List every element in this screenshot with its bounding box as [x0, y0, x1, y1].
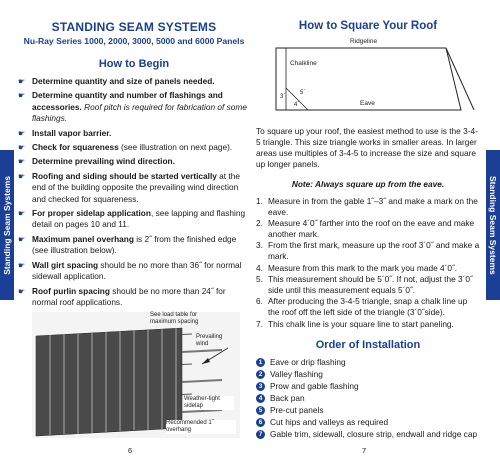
installation-item-text: Cut hips and valleys as required	[270, 417, 389, 428]
prevailing-wind-callout: Prevailing wind	[196, 334, 223, 347]
installation-item-text: Pre-cut panels	[270, 405, 324, 416]
eave-note: Note: Always square up from the eave.	[291, 179, 445, 189]
number-badge-icon: 2	[256, 370, 265, 379]
pointing-hand-icon: ☛	[18, 91, 26, 101]
page-number-right: 7	[362, 446, 367, 455]
right-page	[256, 0, 480, 461]
step-text: Measure in from the gable 1˝–3˝ and make a mark on the eave.	[268, 196, 478, 217]
begin-bullet-item	[18, 90, 250, 124]
pointing-hand-icon: ☛	[18, 77, 26, 86]
ridgeline-label: Ridgeline	[350, 38, 378, 45]
begin-bullet-item	[18, 286, 250, 309]
number-badge-icon: 4	[256, 394, 265, 403]
bullet-text: , see lapping and flashing detail on pages 10 and 11.	[32, 208, 246, 230]
left-page-title: STANDING SEAM SYSTEMS	[51, 20, 217, 34]
side-tab-right: Standing Seam Systems	[486, 150, 500, 300]
number-badge-icon: 5	[256, 406, 265, 415]
step-text: From the first mark, measure up the roof 3´0˝ and make a mark.	[268, 240, 480, 261]
begin-bullet-item	[18, 260, 250, 283]
installation-item-text: Back pan	[270, 393, 305, 404]
squaring-step: 6. After producing the 3-4-5 triangle, snap a chalk line up the roof off the left side of the triangle (3´0˝side).	[256, 296, 480, 317]
bullet-bold-text: Check for squareness	[32, 142, 119, 153]
installation-item	[256, 357, 480, 368]
side-tab-left: Standing Seam Systems	[0, 150, 14, 300]
bullet-bold-text: Roofing and siding should be started vertically	[32, 170, 217, 181]
side-4-label: 4´	[294, 102, 300, 108]
bullet-bold-text: Determine prevailing wind direction.	[32, 156, 175, 167]
squaring-step: 1. Measure in from the gable 1˝–3˝ and make a mark on the eave.	[256, 196, 480, 217]
bullet-bold-text: Determine quantity and size of panels needed.	[32, 76, 215, 86]
number-badge-icon: 6	[256, 418, 265, 427]
squaring-step: 3. From the first mark, measure up the roof 3´0˝ and make a mark.	[256, 240, 480, 261]
bullet-bold-text: Roof purlin spacing	[32, 285, 110, 296]
bullet-text: at the end of the building opposite the prevailing wind direction and checked for squareness.	[32, 170, 240, 204]
bullet-text: should be no more than 24˝ for normal roof applications.	[32, 285, 226, 307]
squaring-step: 5. This measurement should be 5´0˝. If not, adjust the 3´0˝ side until this measurement equals 5´0˝.	[256, 274, 480, 295]
pointing-hand-icon: ☛	[18, 143, 26, 153]
installation-list	[256, 357, 480, 440]
bullet-text: should be no more than 36˝ for normal sidewall application.	[32, 259, 242, 282]
installation-item-text: Valley flashing	[270, 369, 323, 380]
bullet-bold-text: For proper sidelap application	[32, 208, 151, 219]
begin-bullet-item	[18, 128, 250, 139]
pointing-hand-icon: ☛	[18, 128, 26, 138]
bullet-bold-text: Determine quantity and number of flashings and accessories.	[32, 90, 223, 112]
chalkline-label: Chalkline	[290, 60, 317, 67]
side-5-label: 5´	[300, 90, 306, 96]
step-text: After producing the 3-4-5 triangle, snap a chalk line up the roof off the left side of the triangle (3´0˝side).	[268, 296, 468, 317]
step-text: Measure 4´0˝ farther into the roof on the eave and make another mark.	[268, 218, 475, 239]
begin-bullet-item	[18, 234, 250, 257]
order-of-installation-heading: Order of Installation	[315, 339, 421, 352]
intro-paragraph: To square up your roof, the easiest method to use is the 3-4-5 triangle. This size triangle works in smaller areas. In larger areas use multiples of 3-4-5 to increase the size and square up longer panels.	[256, 126, 478, 169]
begin-bullet-item	[18, 142, 250, 153]
installation-item	[256, 369, 480, 380]
installation-item	[256, 417, 480, 428]
left-page	[18, 0, 250, 461]
number-badge-icon: 7	[256, 430, 265, 439]
installation-item	[256, 429, 480, 440]
step-text: This chalk line is your square line to start paneling.	[268, 318, 454, 329]
square-roof-title: How to Square Your Roof	[298, 20, 438, 32]
left-page-subtitle: Nu-Ray Series 1000, 2000, 3000, 5000 and 6000 Panels	[23, 36, 245, 46]
begin-bullet-item	[18, 76, 250, 87]
pointing-hand-icon: ☛	[18, 209, 26, 219]
sidelap-callout: Weather-tight sidelap	[184, 396, 234, 410]
installation-item	[256, 393, 480, 404]
roof-squaring-diagram	[256, 38, 476, 118]
eave-label: Eave	[360, 100, 375, 107]
step-text: Measure from this mark to the mark you made 4´0˝.	[268, 262, 458, 273]
pointing-hand-icon: ☛	[18, 234, 26, 244]
bullet-bold-text: Maximum panel overhang	[32, 233, 134, 244]
panel-installation-illustration	[32, 312, 240, 438]
bullet-text: is 2˝ from the finished edge (see illustration below).	[32, 233, 237, 256]
installation-item	[256, 405, 480, 416]
installation-item-text: Eave or drip flashing	[270, 357, 346, 368]
begin-bullet-item	[18, 171, 250, 205]
load-table-callout: See load table for maximum spacing	[150, 312, 199, 325]
begin-bullet-list	[18, 76, 250, 308]
pointing-hand-icon: ☛	[18, 157, 26, 167]
number-badge-icon: 1	[256, 358, 265, 367]
installation-item	[256, 381, 480, 392]
how-to-begin-heading: How to Begin	[98, 58, 170, 70]
installation-item-text: Prow and gable flashing	[270, 381, 359, 392]
bullet-bold-text: Install vapor barrier.	[32, 127, 112, 138]
squaring-step: 7. This chalk line is your square line to start paneling.	[256, 318, 454, 329]
bullet-italic-text: Roof pitch is required for fabrication of some flashings.	[32, 101, 247, 124]
bullet-bold-text: Wall girt spacing	[32, 259, 99, 270]
pointing-hand-icon: ☛	[18, 260, 26, 270]
squaring-step: 4. Measure from this mark to the mark you made 4´0˝.	[256, 262, 458, 273]
squaring-steps	[256, 196, 480, 329]
pointing-hand-icon: ☛	[18, 286, 26, 296]
overhang-callout: Recommended 1˝ overhang	[166, 420, 236, 434]
side-3-label: 3´	[280, 94, 286, 100]
step-text: This measurement should be 5´0˝. If not, adjust the 3´0˝ side until this measurement equals 5´0˝.	[268, 274, 473, 295]
installation-item-text: Gable trim, sidewall, closure strip, endwall and ridge cap	[270, 429, 478, 440]
squaring-step: 2. Measure 4´0˝ farther into the roof on the eave and make another mark.	[256, 218, 480, 239]
page-number-left: 6	[128, 446, 133, 455]
begin-bullet-item	[18, 208, 250, 231]
number-badge-icon: 3	[256, 382, 265, 391]
begin-bullet-item	[18, 156, 250, 167]
pointing-hand-icon: ☛	[18, 171, 26, 181]
bullet-text: (see illustration on next page).	[118, 142, 233, 153]
